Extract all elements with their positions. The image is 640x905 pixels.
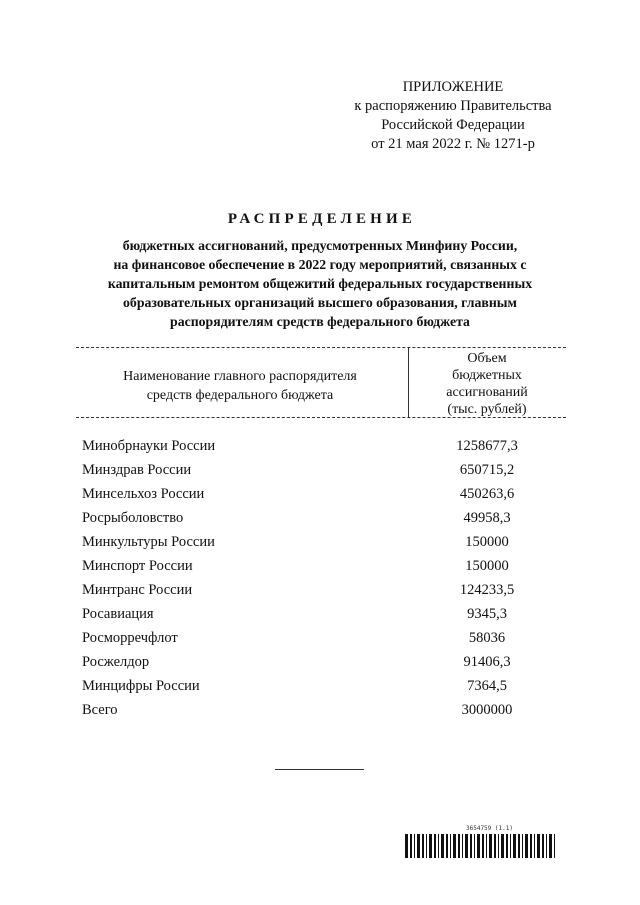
table-header-value [412,350,562,418]
barcode-bar [534,834,535,858]
row-value: 3000000 [461,702,513,718]
table-row [82,530,562,554]
barcode-bar [486,834,487,858]
barcode-bar [522,834,523,858]
barcode-bar [554,834,555,858]
row-name: Минкультуры России [82,534,215,550]
row-value: 124233,5 [459,582,515,598]
table-body [82,434,562,722]
barcode-bar [489,834,492,858]
table-row [82,554,562,578]
barcode-image [405,834,556,858]
table-row [82,650,562,674]
table-row [82,434,562,458]
barcode-bar [441,834,444,858]
header-value-line: бюджетных [452,368,522,383]
appendix-federation: Российской Федерации [381,117,525,133]
row-name: Росжелдор [82,654,150,670]
table-row [82,506,562,530]
row-name: Минобрнауки России [82,438,216,454]
table-header-name [80,367,400,405]
barcode-bar [549,834,552,858]
barcode-bar [446,834,448,858]
row-value: 58036 [468,630,506,646]
row-name: Минспорт России [82,558,193,574]
row-value: 9345,3 [467,606,507,622]
row-name: Минтранс России [82,582,193,598]
barcode-bar [453,834,456,858]
barcode-bar [438,834,439,858]
table-row [82,578,562,602]
appendix-block [330,78,576,154]
table-row [82,674,562,698]
barcode-bar [537,834,540,858]
row-value: 150000 [465,558,509,574]
appendix-decree: к распоряжению Правительства [354,98,552,114]
header-value-line: ассигнований [446,385,528,400]
row-value: 91406,3 [463,654,511,670]
barcode-bar [465,834,468,858]
table-row-total [82,698,562,722]
barcode-bar [525,834,528,858]
row-value: 450263,6 [459,486,515,502]
barcode-bar [474,834,475,858]
table-top-rule [76,347,566,348]
barcode-bar [426,834,427,858]
barcode-bar [422,834,424,858]
table-row [82,458,562,482]
barcode-bar [510,834,511,858]
row-value: 7364,5 [467,678,507,694]
barcode-bar [434,834,436,858]
header-name-line: Наименование главного распорядителя [123,369,357,384]
row-name: Минцифры России [82,678,200,694]
barcode-bar [429,834,432,858]
row-name: Всего [82,702,118,718]
barcode-bar [506,834,508,858]
document-title: РАСПРЕДЕЛЕНИЕ [227,211,417,227]
row-name: Росрыболовство [82,510,184,526]
barcode-bar [518,834,520,858]
barcode-bar [546,834,547,858]
table-row [82,482,562,506]
barcode-bar [470,834,472,858]
closing-separator [275,769,364,770]
subtitle-line: распорядителям средств федерального бюджета [170,314,470,329]
subtitle-line: на финансовое обеспечение в 2022 году мероприятий, связанных с [113,257,527,272]
barcode-bar [405,834,408,858]
subtitle-line: бюджетных ассигнований, предусмотренных Минфину России, [122,238,518,253]
barcode-bar [494,834,496,858]
barcode-bar [414,834,415,858]
barcode-bar [513,834,516,858]
header-value-line: (тыс. рублей) [447,402,527,417]
appendix-date-number: от 21 мая 2022 г. № 1271-р [371,136,535,152]
header-value-line: Объем [467,351,507,366]
barcode-bar [530,834,532,858]
barcode-bar [410,834,412,858]
barcode-bar [417,834,420,858]
subtitle-line: образовательных организаций высшего образования, главным [123,295,517,310]
row-value: 150000 [465,534,509,550]
barcode-bar [462,834,463,858]
barcode-bar [542,834,544,858]
table-column-divider [408,347,409,417]
barcode-bar [501,834,504,858]
subtitle-line: капитальным ремонтом общежитий федеральных государственных [107,276,533,291]
row-name: Минздрав России [82,462,192,478]
barcode-bar [477,834,480,858]
barcode-bar [458,834,460,858]
row-value: 650715,2 [459,462,515,478]
barcode-bar [498,834,499,858]
document-subtitle [70,236,570,331]
row-name: Росавиация [82,606,154,622]
table-row [82,602,562,626]
header-name-line: средств федерального бюджета [146,388,334,403]
barcode-bar [450,834,451,858]
row-value: 49958,3 [463,510,511,526]
table-row [82,626,562,650]
row-name: Минсельхоз России [82,486,205,502]
barcode-bar [482,834,484,858]
barcode-label: 3654759 (1.1) [466,825,513,832]
row-name: Росморречфлот [82,630,178,646]
row-value: 1258677,3 [456,438,518,454]
appendix-heading: ПРИЛОЖЕНИЕ [402,79,504,95]
